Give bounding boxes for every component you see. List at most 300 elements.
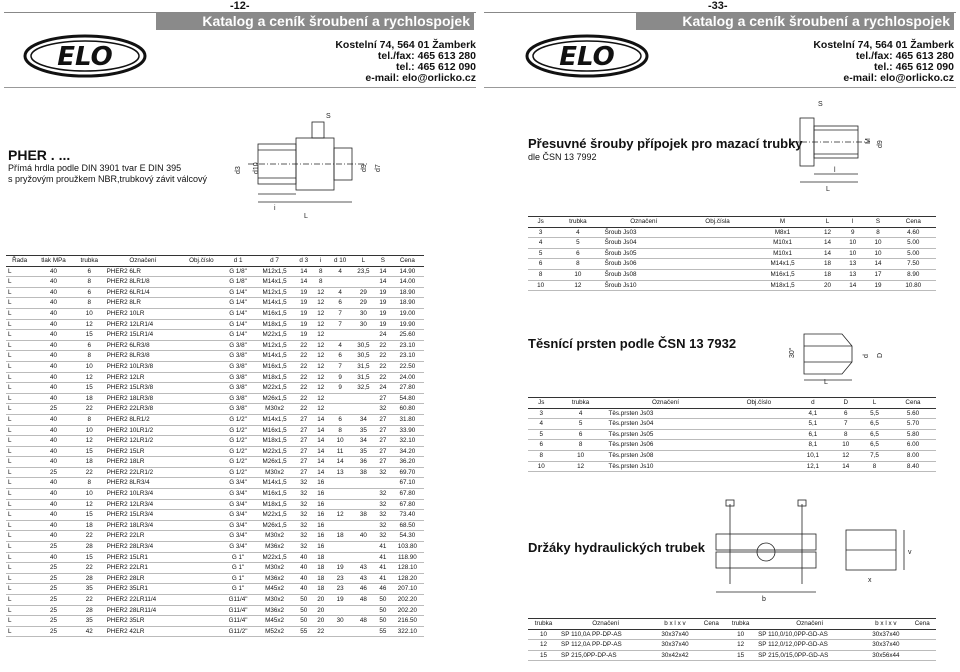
right-page — [480, 0, 960, 672]
table-cell: 18 — [313, 584, 329, 595]
table-cell: 14 — [375, 266, 391, 277]
table-cell: M14x1,5 — [254, 351, 294, 362]
column-header: d — [793, 398, 832, 409]
table-cell: PHER2 6LR1/4 — [105, 287, 181, 298]
column-header: trubka — [725, 619, 756, 630]
table-cell: 5 — [528, 248, 553, 259]
table-cell: 6.00 — [890, 440, 936, 451]
table-cell: 30x37x40 — [863, 629, 908, 640]
table-cell: M30x2 — [254, 404, 294, 415]
column-header: trubka — [528, 619, 559, 630]
table-cell: 22 — [74, 595, 105, 606]
column-header: M — [750, 217, 815, 228]
column-header: trubka — [555, 398, 607, 409]
table-cell: M14x1,5 — [254, 414, 294, 425]
table-cell: 8 — [74, 298, 105, 309]
table-cell — [329, 489, 352, 500]
table-cell: 202.20 — [391, 595, 424, 606]
table-cell: SP 112,0A PP-DP-AS — [559, 640, 652, 651]
table-cell — [181, 595, 222, 606]
table-cell: 30,5 — [352, 340, 375, 351]
table-cell: G11/2" — [222, 626, 255, 637]
table-cell: 50 — [375, 616, 391, 627]
table-cell: M45x2 — [254, 584, 294, 595]
table-cell: 31.80 — [391, 414, 424, 425]
table-row — [528, 429, 936, 440]
table-cell: PHER2 18LR3/4 — [105, 520, 181, 531]
table-cell: 8 — [833, 429, 860, 440]
table-row — [6, 595, 424, 606]
table-cell: 14 — [295, 277, 313, 288]
table-cell: 12 — [313, 298, 329, 309]
table-cell: L — [6, 277, 33, 288]
table-cell: L — [6, 542, 33, 553]
table-cell: PHER2 18LR — [105, 457, 181, 468]
table-row — [6, 510, 424, 521]
column-header: Označení — [559, 619, 652, 630]
table-cell: 40 — [295, 552, 313, 563]
table-cell: 12 — [329, 510, 352, 521]
table-cell: 35 — [74, 616, 105, 627]
table-cell: 54.80 — [391, 393, 424, 404]
table-cell: 27 — [375, 414, 391, 425]
table-cell: 13 — [329, 467, 352, 478]
label-s: S — [326, 113, 331, 120]
label-i: i — [274, 205, 276, 212]
table-cell: M18x1,5 — [254, 372, 294, 383]
table-cell: 7 — [329, 361, 352, 372]
table-cell: 12 — [74, 499, 105, 510]
table-cell: 30,5 — [352, 351, 375, 362]
table-cell: 12 — [74, 436, 105, 447]
table-cell: L — [6, 457, 33, 468]
table-cell: 22 — [295, 393, 313, 404]
table-cell: Těs.prsten Js10 — [607, 461, 725, 472]
label-l: L — [824, 379, 828, 384]
table-cell — [329, 552, 352, 563]
table-row — [6, 626, 424, 637]
table-cell: 10 — [74, 489, 105, 500]
table-cell: 6 — [329, 351, 352, 362]
table-cell: 6 — [833, 408, 860, 419]
table-cell: 10 — [553, 269, 602, 280]
table-cell: G 3/8" — [222, 340, 255, 351]
table-cell: 4.60 — [891, 227, 936, 238]
table-cell: PHER2 10LR — [105, 308, 181, 319]
table-cell: 10 — [555, 450, 607, 461]
table-cell: 322.10 — [391, 626, 424, 637]
table-cell: PHER2 22LR1 — [105, 563, 181, 574]
table-cell — [352, 478, 375, 489]
table-cell — [181, 489, 222, 500]
table-cell: 16 — [313, 489, 329, 500]
table-cell: 8 — [528, 450, 555, 461]
table-row — [528, 408, 936, 419]
table-cell: 22 — [313, 626, 329, 637]
table-cell: 8 — [555, 440, 607, 451]
table-cell: 22 — [375, 361, 391, 372]
table-cell: L — [6, 563, 33, 574]
table-cell: 6,5 — [859, 440, 890, 451]
table-cell: 19 — [295, 287, 313, 298]
table-cell: M16x1,5 — [750, 269, 815, 280]
table-cell: 33.90 — [391, 425, 424, 436]
table-cell: 15 — [74, 510, 105, 521]
table-cell: Těs.prsten Js08 — [607, 450, 725, 461]
table-cell: 8 — [329, 425, 352, 436]
column-header: L — [352, 256, 375, 267]
column-header: Cena — [890, 398, 936, 409]
table-cell: 30x37x40 — [652, 640, 697, 651]
table-cell: 12 — [528, 640, 559, 651]
label-d-outer: D — [877, 352, 884, 358]
table-cell: 16 — [313, 542, 329, 553]
catalog-banner: Katalog a ceník šroubení a rychlospojek — [156, 13, 474, 30]
column-header: i — [313, 256, 329, 267]
table-cell: 8.90 — [891, 269, 936, 280]
contact-tel: tel.: 465 612 090 — [874, 61, 954, 73]
table-cell: 8.40 — [890, 461, 936, 472]
table-cell: 12 — [313, 319, 329, 330]
table-cell: L — [6, 393, 33, 404]
table-row — [6, 489, 424, 500]
table-cell: 18 — [815, 259, 840, 270]
table-cell: 15 — [74, 330, 105, 341]
table-cell: 30x42x42 — [652, 650, 697, 661]
contact-address: Kostelní 74, 564 01 Žamberk — [813, 39, 954, 51]
table-cell: M52x2 — [254, 626, 294, 637]
table-cell: 25 — [33, 616, 74, 627]
table-row — [6, 616, 424, 627]
table-cell: PHER2 15LR1 — [105, 552, 181, 563]
tesnici-drawing — [782, 324, 892, 384]
table-cell: SP 110,0A PP-DP-AS — [559, 629, 652, 640]
table-cell: 27 — [295, 446, 313, 457]
table-cell — [181, 510, 222, 521]
table-cell: PHER2 6LR3/8 — [105, 340, 181, 351]
table-cell: M14x1,5 — [254, 277, 294, 288]
table-cell: L — [6, 478, 33, 489]
table-cell: 41 — [375, 542, 391, 553]
table-cell: L — [6, 308, 33, 319]
table-cell: M22x1,5 — [254, 383, 294, 394]
page-number: -12- — [230, 0, 250, 12]
table-row — [528, 269, 936, 280]
table-cell: 27 — [375, 393, 391, 404]
table-cell: L — [6, 573, 33, 584]
table-row — [6, 605, 424, 616]
table-row — [6, 340, 424, 351]
column-header: Označení — [105, 256, 181, 267]
table-cell: 24 — [375, 330, 391, 341]
table-cell: 118.90 — [391, 552, 424, 563]
table-cell: 25 — [33, 605, 74, 616]
table-cell: 8.00 — [890, 450, 936, 461]
table-cell: L — [6, 616, 33, 627]
table-row — [6, 266, 424, 277]
table-cell: 7 — [329, 319, 352, 330]
table-cell — [724, 429, 793, 440]
table-cell: 50 — [375, 595, 391, 606]
table-cell: 40 — [295, 584, 313, 595]
table-cell: 16 — [313, 510, 329, 521]
column-header: d 1 — [222, 256, 255, 267]
table-cell: G 3/8" — [222, 351, 255, 362]
column-header: trubka — [553, 217, 602, 228]
table-cell — [908, 629, 936, 640]
logo-text: ELO — [57, 42, 113, 72]
table-cell: M22x1,5 — [254, 552, 294, 563]
label-s: S — [818, 101, 823, 108]
table-cell: 40 — [33, 478, 74, 489]
table-cell: SP 215,0/15,0PP-GD-AS — [756, 650, 863, 661]
label-d10: d10 — [253, 162, 260, 174]
label-d9: d9 — [361, 164, 368, 172]
table-cell — [685, 227, 750, 238]
table-cell: M12x1,5 — [254, 287, 294, 298]
table-cell: 46 — [375, 584, 391, 595]
table-cell: 34 — [352, 436, 375, 447]
table-cell: G 1" — [222, 584, 255, 595]
pher-title: PHER . ... — [8, 147, 71, 163]
table-cell: 25 — [33, 563, 74, 574]
table-cell: 8 — [528, 269, 553, 280]
table-cell — [685, 280, 750, 291]
table-row — [6, 319, 424, 330]
table-cell: 19.00 — [391, 308, 424, 319]
table-cell: 30 — [352, 308, 375, 319]
table-cell — [724, 408, 793, 419]
table-cell — [352, 605, 375, 616]
table-cell: 19 — [329, 595, 352, 606]
table-cell: 24.00 — [391, 372, 424, 383]
table-cell: M8x1 — [750, 227, 815, 238]
table-cell: M36x2 — [254, 573, 294, 584]
table-cell: 27 — [295, 467, 313, 478]
column-header: trubka — [74, 256, 105, 267]
table-cell: 14 — [815, 248, 840, 259]
table-cell: 10,1 — [793, 450, 832, 461]
table-cell: G 3/8" — [222, 393, 255, 404]
table-cell: 17 — [865, 269, 890, 280]
table-cell: 67.80 — [391, 499, 424, 510]
table-cell: 40 — [33, 552, 74, 563]
table-cell: PHER2 22LR1/2 — [105, 467, 181, 478]
table-cell: 10 — [528, 461, 555, 472]
table-cell: G 3/8" — [222, 383, 255, 394]
column-header: S — [865, 217, 890, 228]
table-cell: 22 — [295, 372, 313, 383]
table-cell: 8 — [859, 461, 890, 472]
table-cell: L — [6, 287, 33, 298]
table-cell: 9 — [329, 383, 352, 394]
drzaky-table — [528, 618, 936, 661]
table-cell: 27 — [375, 436, 391, 447]
table-cell: 10 — [865, 248, 890, 259]
table-cell: 40 — [33, 436, 74, 447]
table-cell: 22 — [295, 340, 313, 351]
table-cell: 23 — [329, 584, 352, 595]
table-cell: 18 — [313, 573, 329, 584]
table-cell — [181, 404, 222, 415]
table-cell — [375, 478, 391, 489]
table-cell: 32 — [295, 478, 313, 489]
table-cell: M26x1,5 — [254, 520, 294, 531]
table-cell: L — [6, 361, 33, 372]
table-cell: 8 — [553, 259, 602, 270]
table-cell: 19 — [375, 319, 391, 330]
table-cell: 6,5 — [859, 429, 890, 440]
table-cell: 19 — [375, 298, 391, 309]
column-header: Js — [528, 217, 553, 228]
table-cell: 28 — [74, 542, 105, 553]
tesnici-table — [528, 397, 936, 472]
table-cell: L — [6, 266, 33, 277]
table-cell: Šroub Js10 — [603, 280, 685, 291]
presuvne-table — [528, 216, 936, 291]
table-cell: 128.10 — [391, 563, 424, 574]
column-header: d 10 — [329, 256, 352, 267]
table-cell: 10 — [74, 361, 105, 372]
table-cell: PHER2 15LR — [105, 446, 181, 457]
table-row — [528, 280, 936, 291]
presuvne-drawing — [780, 96, 890, 196]
table-cell — [352, 626, 375, 637]
table-cell — [181, 330, 222, 341]
table-row — [6, 573, 424, 584]
table-row — [528, 640, 936, 651]
table-cell: 32 — [375, 520, 391, 531]
table-cell — [352, 489, 375, 500]
table-cell: 22 — [375, 372, 391, 383]
table-cell: 15 — [74, 383, 105, 394]
table-cell: 22.50 — [391, 361, 424, 372]
table-cell: 12 — [313, 404, 329, 415]
table-cell: G 1/8" — [222, 266, 255, 277]
table-cell: 38 — [352, 510, 375, 521]
table-cell: 18 — [815, 269, 840, 280]
table-cell: PHER2 10LR3/4 — [105, 489, 181, 500]
table-cell: 5,5 — [859, 408, 890, 419]
table-cell — [329, 393, 352, 404]
column-header: Označení — [756, 619, 863, 630]
table-cell: 27 — [295, 436, 313, 447]
table-cell: 15 — [74, 552, 105, 563]
table-cell — [685, 259, 750, 270]
contact-email: e-mail: elo@orlicko.cz — [843, 72, 954, 84]
table-cell: 40 — [33, 531, 74, 542]
table-cell — [181, 414, 222, 425]
table-cell: PHER2 35LR — [105, 616, 181, 627]
table-cell: 8 — [865, 227, 890, 238]
table-row — [6, 351, 424, 362]
table-cell: 12 — [74, 319, 105, 330]
table-cell: 15 — [725, 650, 756, 661]
table-cell: 41 — [375, 552, 391, 563]
table-cell — [698, 650, 726, 661]
table-cell: M22x1,5 — [254, 510, 294, 521]
table-cell: 40 — [33, 489, 74, 500]
table-cell: L — [6, 595, 33, 606]
table-cell: 4,1 — [793, 408, 832, 419]
table-cell: 4 — [555, 408, 607, 419]
table-cell: G 1/2" — [222, 414, 255, 425]
table-cell: G 1/2" — [222, 457, 255, 468]
table-cell — [181, 584, 222, 595]
table-cell: 8 — [74, 414, 105, 425]
table-cell: 50 — [295, 616, 313, 627]
table-row — [6, 457, 424, 468]
table-cell: 43 — [352, 573, 375, 584]
table-cell — [181, 626, 222, 637]
table-cell — [352, 393, 375, 404]
table-cell: 202.20 — [391, 605, 424, 616]
table-cell: PHER2 8LR1/8 — [105, 277, 181, 288]
table-cell — [329, 277, 352, 288]
table-cell: 48 — [352, 595, 375, 606]
table-cell: G 3/4" — [222, 542, 255, 553]
table-cell: 25 — [33, 573, 74, 584]
table-row — [6, 372, 424, 383]
table-cell — [181, 340, 222, 351]
table-cell: 25 — [33, 584, 74, 595]
table-cell: L — [6, 414, 33, 425]
table-cell — [181, 563, 222, 574]
table-cell — [352, 330, 375, 341]
table-cell: 27 — [295, 425, 313, 436]
table-cell: L — [6, 605, 33, 616]
table-cell: M18x1,5 — [750, 280, 815, 291]
column-header: Cena — [698, 619, 726, 630]
table-cell: 12 — [725, 640, 756, 651]
table-cell: G 1/2" — [222, 436, 255, 447]
table-cell: 69.70 — [391, 467, 424, 478]
table-cell: 60.80 — [391, 404, 424, 415]
table-cell: Těs.prsten Js06 — [607, 440, 725, 451]
table-cell: 40 — [33, 287, 74, 298]
table-cell: 14 — [815, 238, 840, 249]
table-cell: M18x1,5 — [254, 436, 294, 447]
table-cell: 7 — [329, 308, 352, 319]
table-row — [528, 450, 936, 461]
table-cell: 14 — [313, 446, 329, 457]
table-cell: 10 — [865, 238, 890, 249]
table-row — [6, 425, 424, 436]
table-cell: 22 — [74, 531, 105, 542]
table-cell: M14x1,5 — [254, 298, 294, 309]
table-cell: 32 — [375, 510, 391, 521]
table-cell: PHER2 12LR3/4 — [105, 499, 181, 510]
table-cell: Šroub Js04 — [603, 238, 685, 249]
table-cell: 40 — [33, 372, 74, 383]
table-cell: 23,5 — [352, 266, 375, 277]
table-cell: 32,5 — [352, 383, 375, 394]
table-cell: PHER2 42LR — [105, 626, 181, 637]
table-cell: 55 — [295, 626, 313, 637]
table-cell: M45x2 — [254, 616, 294, 627]
table-cell: PHER2 15LR1/4 — [105, 330, 181, 341]
table-cell: 40 — [33, 298, 74, 309]
table-cell: 41 — [375, 573, 391, 584]
table-cell: 22 — [295, 383, 313, 394]
table-cell: 40 — [33, 457, 74, 468]
table-cell: 40 — [33, 393, 74, 404]
table-cell: 20 — [815, 280, 840, 291]
table-cell — [352, 552, 375, 563]
table-cell: 19 — [375, 308, 391, 319]
table-cell: 35 — [352, 425, 375, 436]
table-cell: 32 — [295, 542, 313, 553]
